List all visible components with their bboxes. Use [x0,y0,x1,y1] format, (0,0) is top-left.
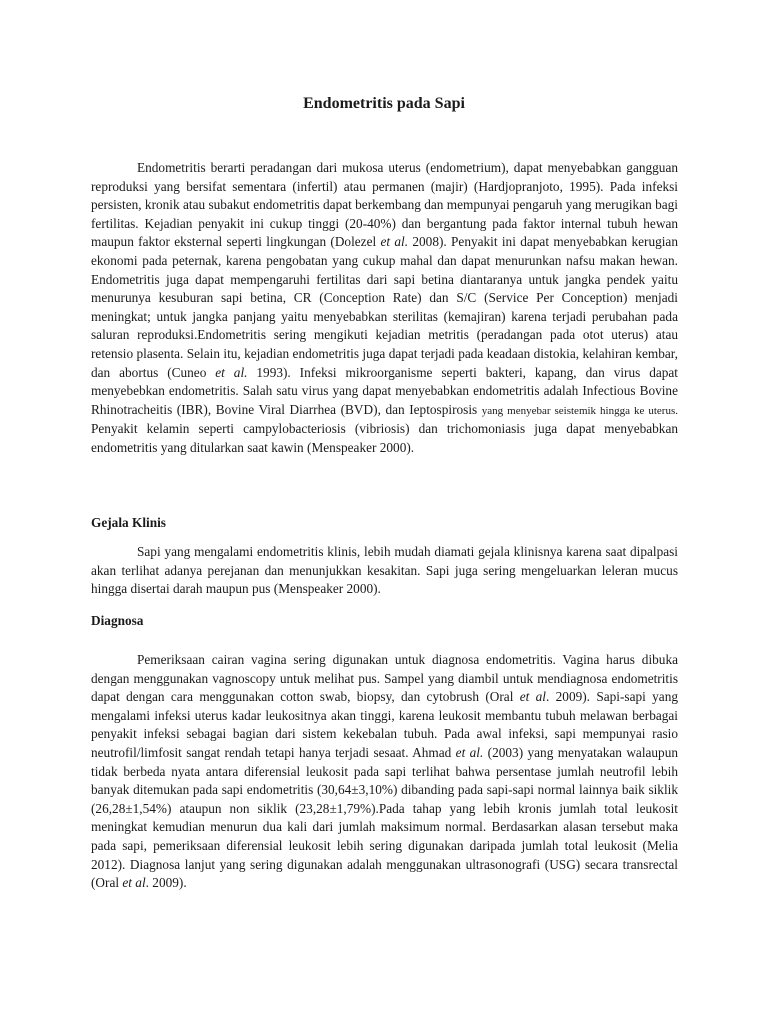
text-run: 1993). Infeksi mikroorganisme seperti bakteri, kapang, dan virus dapat menyebebkan endometritis. Salah satu virus yang dapat menyebabkan endometritis adalah Infectious Bovine Rhinotracheitis (IBR), Bovine Viral Diarrhea (BVD), dan Ieptospirosis [91,364,679,417]
text-run: Sapi yang mengalami endometritis klinis, lebih mudah diamati gejala klinisnya karena saat dipalpasi akan terlihat adanya perejanan dan menunjukkan kesakitan. Sapi juga sering mengeluarkan leleran mucus hingga disertai darah maupun pus (Menspeaker 2000). [91,544,678,597]
text-run: . 2009). [145,875,187,891]
citation-italic: et al [519,689,546,705]
text-run: . 2009). Sapi-sapi yang mengalami infeksi uterus kadar leukositnya akan tinggi, karena leukosit membantu tubuh melawan berbagai penyakit infeksi sebagai bagian dari sistem kekebalan tubuh. Pada awal infeksi, sapi mempunyai rasio neutrofil/limfosit sangat rendah tetapi hanya terjadi sesaat. Ahmad [91,689,678,760]
section-heading-gejala: Gejala Klinis [91,515,166,530]
page-title: Endometritis pada Sapi [303,95,465,112]
citation-italic: et al. [215,364,248,380]
small-text-run: yang menyebar seistemik hingga ke uterus. [481,404,678,417]
text-run: Pemeriksaan cairan vagina sering digunakan untuk diagnosa endometritis. Vagina harus dibuka dengan menggunakan vagnoscopy untuk melihat pus. Sampel yang diambil untuk mendiagnosa endometritis dapat dengan cara menggunakan cotton swab, biopsy, dan cytobrush (Oral [91,652,678,705]
text-run: Penyakit kelamin seperti campylobacteriosis (vibriosis) dan trichomoniasis juga dapat menyebabkan endometritis yang ditularkan saat kawin (Menspeaker 2000). [91,421,678,455]
citation-italic: et al. [380,234,409,250]
paragraph-gejala [91,543,678,599]
paragraph-diagnosa [91,651,678,893]
text-run: Endometritis berarti peradangan dari mukosa uterus (endometrium), dapat menyebabkan gangguan reproduksi yang bersifat sementara (infertil) atau permanen (majir) (Hardjopranjoto, 1995). Pada infeksi persisten, kronik atau subakut endometritis dapat berkembang dan mempunyai pengaruh yang merugikan bagi fertilitas. Kejadian penyakit ini cukup tinggi (20-40%) dan bergantung pada faktor internal tubuh hewan maupun faktor eksternal seperti lingkungan (Dolezel [91,160,678,250]
citation-italic: et al [122,875,146,891]
text-run: (2003) yang menyatakan walaupun tidak berbeda nyata antara diferensial leukosit pada sapi terlihat bahwa persentase jumlah neutrofil lebih banyak ditemukan pada sapi endometritis (30,64±3,10%) dibanding pada sapi-sapi normal lainnya baik siklik (26,28±1,54%) ataupun non siklik (23,28±1,79%).Pada tahap yang lebih kronis jumlah total leukosit meningkat kemudian menurun dua kali dari jumlah maksimum normal. Berdasarkan alasan tersebut maka pada sapi, pemeriksaan diferensial leukosit lebih sering digunakan daripada jumlah total leukosit (Melia 2012). Diagnosa lanjut yang sering digunakan adalah menggunakan ultrasonografi (USG) secara transrectal (Oral [91,744,679,891]
text-run: 2008). Penyakit ini dapat menyebabkan kerugian ekonomi pada peternak, karena pengobatan yang cukup mahal dan dapat menurunkan nafsu makan hewan. Endometritis juga dapat mempengaruhi fertilitas dari sapi betina diantaranya untuk jangka pendek yaitu menurunya kesuburan sapi betina, CR (Conception Rate) dan S/C (Service Per Conception) menjadi meningkat; untuk jangka panjang yaitu menyebabkan sterilitas (kemajiran) karena terjadi perubahan pada saluran reproduksi.Endometritis sering mengikuti kejadian metritis (peradangan pada otot uterus) atau retensio plasenta. Selain itu, kejadian endometritis juga dapat terjadi pada keadaan distokia, kelahiran kembar, dan abortus (Cuneo [91,234,678,380]
citation-italic: et al. [455,744,484,760]
section-heading-diagnosa: Diagnosa [91,613,144,628]
paragraph-intro [91,159,678,458]
